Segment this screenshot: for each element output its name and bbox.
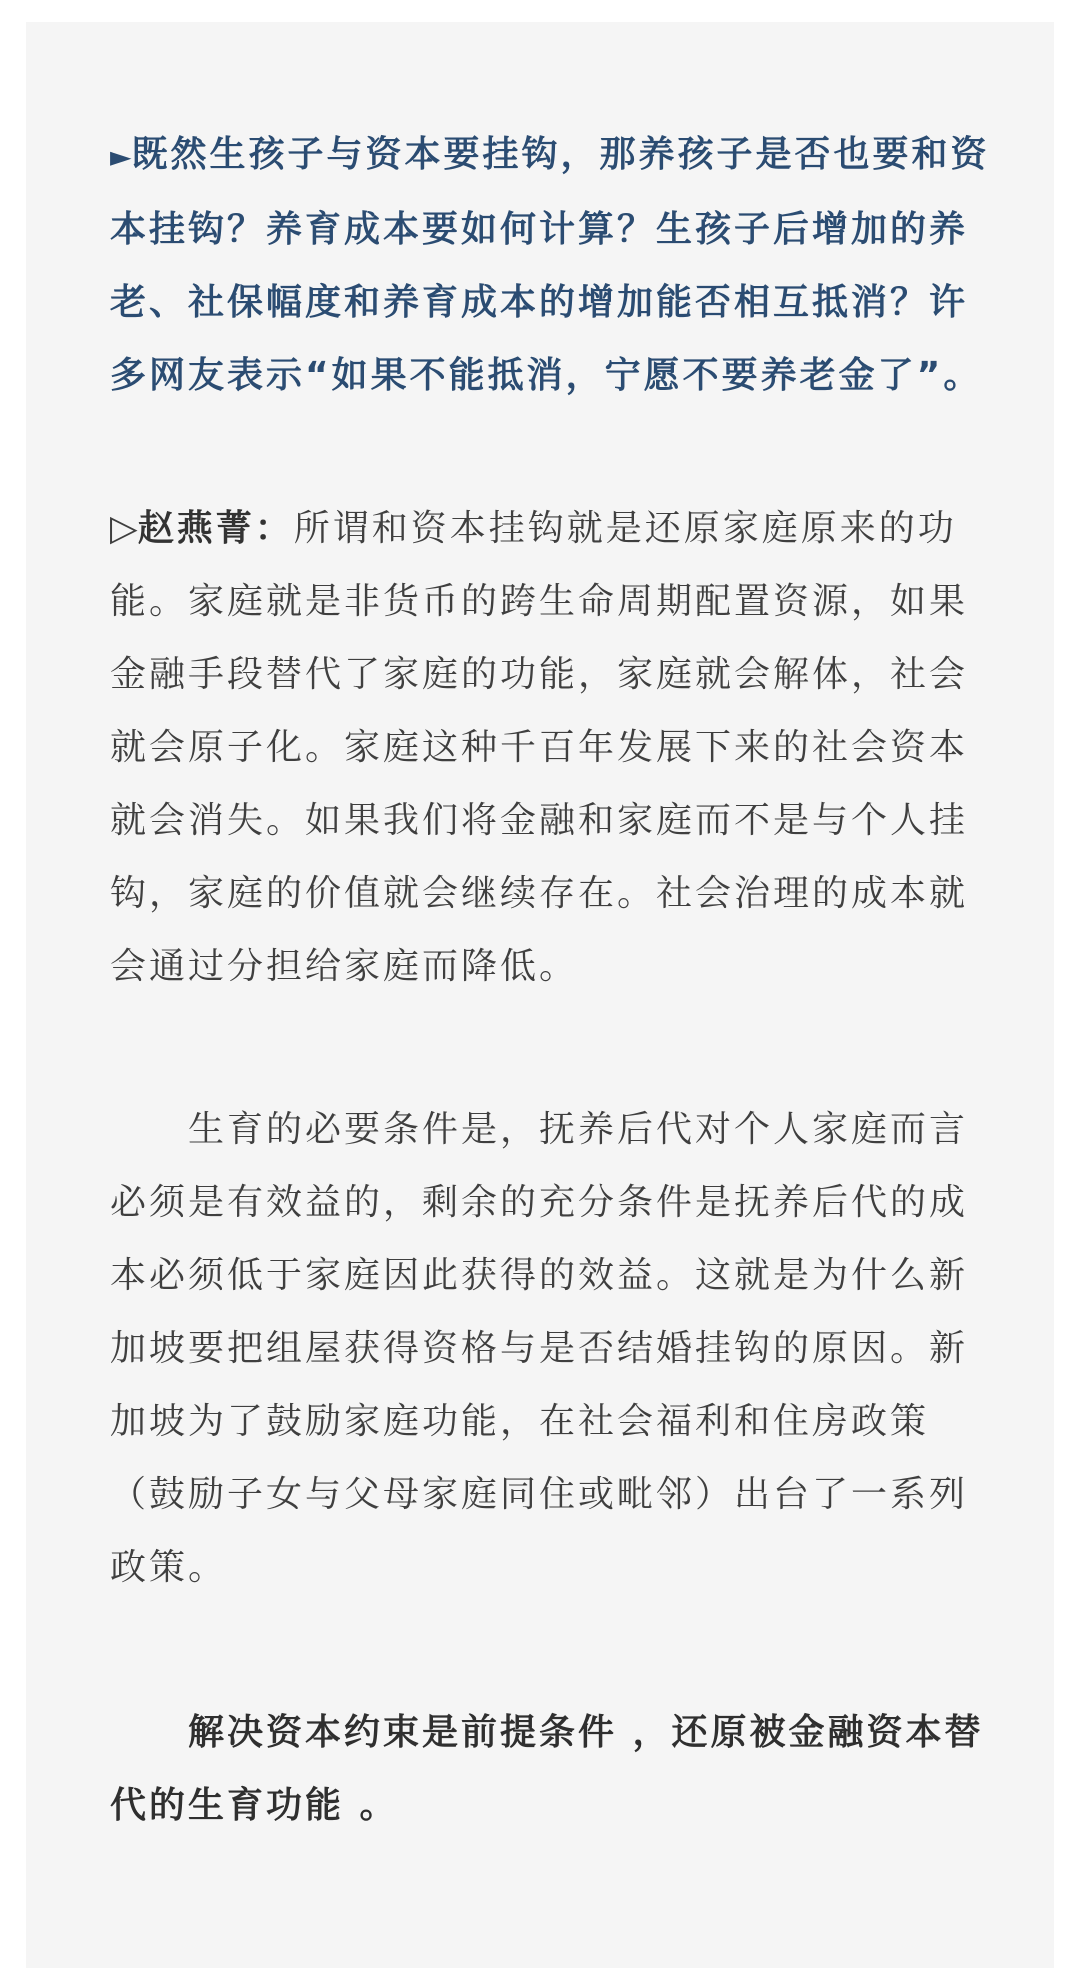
speaker-name: 赵燕菁： — [137, 508, 294, 549]
question-paragraph — [110, 118, 1000, 412]
question-text: 既然生孩子与资本要挂钩，那养孩子是否也要和资本挂钩？养育成本要如何计算？生孩子后增加的养老、社保幅度和养育成本的增加能否相互抵消？许多网友表示“如果不能抵消，宁愿不要养老金了”。 — [110, 134, 990, 396]
article-body — [110, 118, 1000, 1842]
article-card — [26, 22, 1054, 1968]
question-marker-icon: ► — [110, 140, 132, 173]
body-paragraph: 生育的必要条件是，抚养后代对个人家庭而言必须是有效益的，剩余的充分条件是抚养后代的成本必须低于家庭因此获得的效益。这就是为什么新加坡要把组屋获得资格与是否结婚挂钩的原因。新加坡为了鼓励家庭功能，在社会福利和住房政策（鼓励子女与父母家庭同住或毗邻）出台了一系列政策。 — [110, 1109, 969, 1588]
conclusion-paragraph: 解决资本约束是前提条件 ，还原被金融资本替代的生育功能 。 — [110, 1712, 984, 1826]
answer-paragraph — [110, 492, 1000, 1003]
answer-marker-icon: ▷ — [110, 508, 138, 549]
answer-text: 所谓和资本挂钩就是还原家庭原来的功能。家庭就是非货币的跨生命周期配置资源，如果金融手段替代了家庭的功能，家庭就会解体，社会就会原子化。家庭这种千百年发展下来的社会资本就会消失。如果我们将金融和家庭而不是与个人挂钩，家庭的价值就会继续存在。社会治理的成本就会通过分担给家庭而降低。 — [110, 508, 969, 987]
